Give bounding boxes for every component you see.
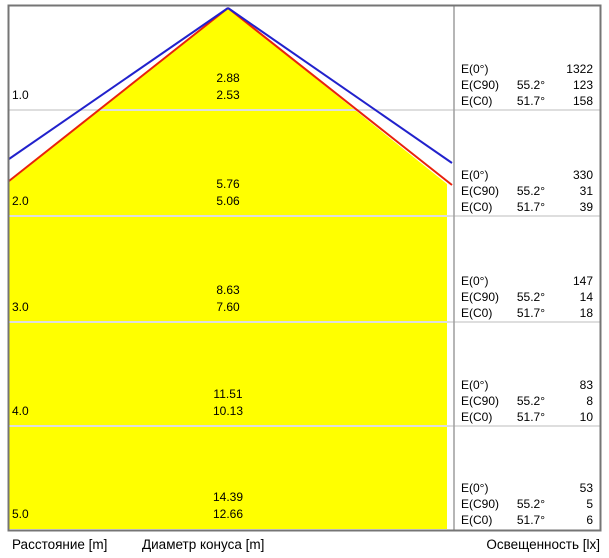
distance-label: 5.0 — [12, 507, 29, 521]
ec90-row — [461, 290, 593, 305]
e0-angle — [515, 378, 545, 393]
e0-value: 147 — [572, 274, 593, 288]
ec0-value: 39 — [579, 200, 593, 214]
ec90-angle: 55.2° — [516, 78, 545, 92]
ec0-row — [461, 306, 593, 321]
diameter-c90-value: 11.51 — [213, 387, 243, 401]
ec0-label: E(C0) — [461, 306, 493, 320]
e0-value: 53 — [579, 481, 593, 495]
ec0-value: 6 — [586, 513, 593, 527]
ec90-label: E(C90) — [461, 290, 500, 304]
diameter-c0-value: 10.13 — [212, 404, 244, 418]
distance-axis-label: Расстояние [m] — [12, 537, 108, 552]
distance-label: 3.0 — [12, 300, 29, 314]
ec90-row — [461, 78, 593, 93]
ec0-label: E(C0) — [461, 94, 493, 108]
diameter-c0-value: 12.66 — [212, 507, 244, 521]
ec0-label: E(C0) — [461, 513, 493, 527]
e0-value: 330 — [572, 168, 593, 182]
e0-label: E(0°) — [461, 62, 489, 76]
e0-label: E(0°) — [461, 378, 489, 392]
ec0-label: E(C0) — [461, 410, 493, 424]
diameter-c90-value: 14.39 — [212, 490, 244, 504]
ec0-angle: 51.7° — [516, 410, 545, 424]
e0-label: E(0°) — [461, 481, 489, 495]
ec90-label: E(C90) — [461, 184, 500, 198]
e0-value: 83 — [579, 378, 593, 392]
ec0-angle: 51.7° — [516, 513, 545, 527]
ec0-row — [461, 513, 593, 528]
distance-label: 2.0 — [12, 194, 29, 208]
ec90-value: 5 — [586, 497, 593, 511]
ec90-row — [461, 497, 593, 512]
ec90-label: E(C90) — [461, 394, 500, 408]
ec90-angle: 55.2° — [516, 290, 545, 304]
illuminance-axis-label: Освещенность [lx] — [486, 537, 600, 552]
ec0-row — [461, 410, 593, 425]
ec90-row — [461, 394, 593, 409]
ec0-label: E(C0) — [461, 200, 493, 214]
e0-angle — [515, 62, 545, 77]
ec0-value: 10 — [579, 410, 593, 424]
e0-row — [461, 378, 593, 393]
ec0-angle: 51.7° — [516, 200, 545, 214]
e0-angle — [515, 274, 545, 289]
e0-row — [461, 274, 593, 289]
ec0-angle: 51.7° — [516, 306, 545, 320]
ec0-value: 18 — [579, 306, 593, 320]
distance-label: 4.0 — [12, 404, 29, 418]
cone-fill-shape — [9, 8, 447, 529]
ec90-angle: 55.2° — [516, 497, 545, 511]
diameter-c0-value: 5.06 — [216, 194, 240, 208]
ec90-angle: 55.2° — [516, 184, 545, 198]
e0-row — [461, 62, 593, 77]
ec90-label: E(C90) — [461, 78, 500, 92]
distance-label: 1.0 — [12, 88, 29, 102]
ec90-row — [461, 184, 593, 199]
ec0-row — [461, 200, 593, 215]
e0-label: E(0°) — [461, 168, 489, 182]
e0-angle — [515, 168, 545, 183]
ec0-value: 158 — [572, 94, 593, 108]
ec0-angle: 51.7° — [516, 94, 545, 108]
ec90-value: 14 — [579, 290, 593, 304]
diameter-c90-value: 2.88 — [216, 71, 240, 85]
diameter-c0-value: 7.60 — [216, 300, 240, 314]
e0-angle — [515, 481, 545, 496]
diameter-axis-label: Диаметр конуса [m] — [142, 537, 265, 552]
ec90-value: 123 — [572, 78, 593, 92]
e0-row — [461, 481, 593, 496]
ec90-angle: 55.2° — [516, 394, 545, 408]
diameter-c0-value: 2.53 — [216, 88, 240, 102]
ec90-value: 31 — [579, 184, 593, 198]
diameter-c90-value: 5.76 — [216, 177, 240, 191]
diameter-c90-value: 8.63 — [216, 283, 240, 297]
e0-row — [461, 168, 593, 183]
ec90-label: E(C90) — [461, 497, 500, 511]
ec0-row — [461, 94, 593, 109]
e0-label: E(0°) — [461, 274, 489, 288]
ec90-value: 8 — [586, 394, 593, 408]
e0-value: 1322 — [566, 62, 593, 76]
